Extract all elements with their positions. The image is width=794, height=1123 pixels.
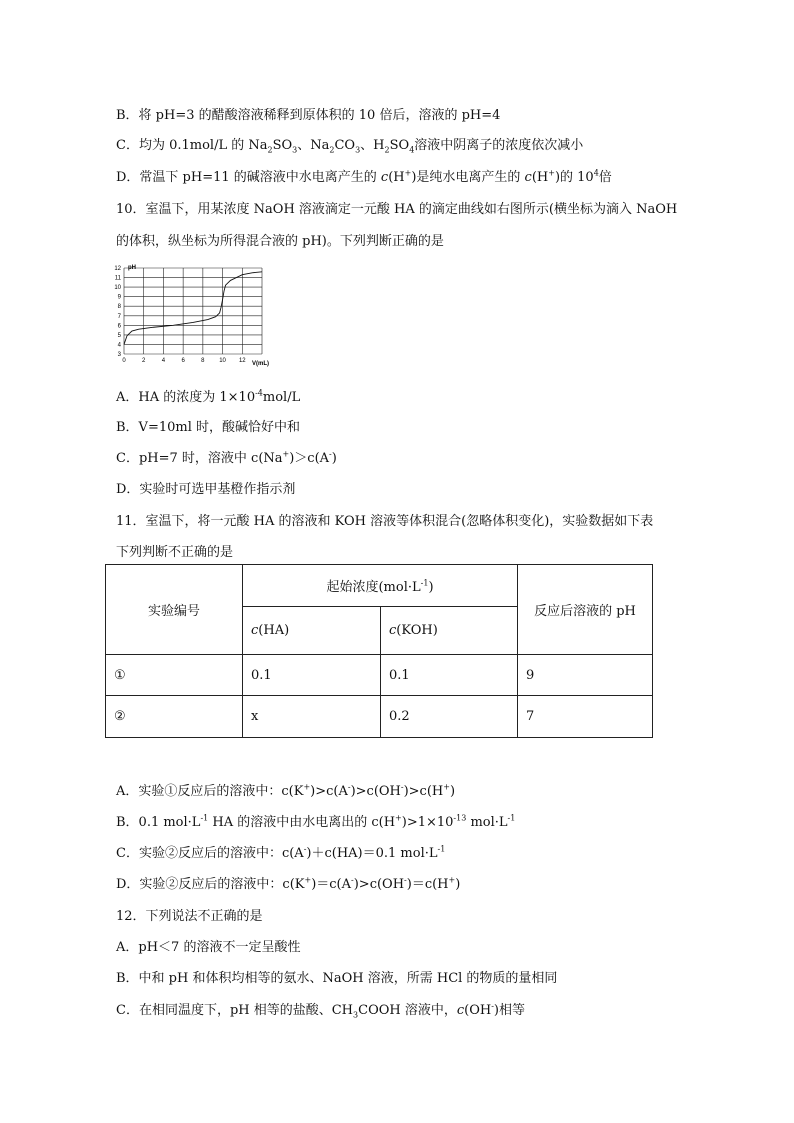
y-tick-label: 4 <box>117 342 121 349</box>
cell-ph: 9 <box>518 655 653 696</box>
titration-curve-chart <box>110 262 280 368</box>
header-reaction-ph: 反应后溶液的 pH <box>518 565 653 655</box>
x-tick-label: 8 <box>201 358 205 364</box>
cell-experiment-id: ② <box>106 696 243 738</box>
q9-option-c: C．均为 0.1mol/L 的 $Na_2SO_3$、$Na_2CO_3$、$H_2SO_4$溶液中阴离子的浓度依次减小 <box>116 138 584 155</box>
y-tick-label: 5 <box>117 332 121 339</box>
q10-stem-line-1: 10．室温下，用某浓度 NaOH 溶液滴定一元酸 HA 的滴定曲线如右图所示(横坐标为滴入 NaOH <box>116 202 678 217</box>
q11-stem-line-2: 下列判断不正确的是 <box>116 545 234 560</box>
q12-option-b: B．中和 pH 和体积均相等的氨水、NaOH 溶液，所需 HCl 的物质的量相同 <box>116 971 558 986</box>
q9-option-d: D．常温下 pH=11 的碱溶液中水电离产生的 c(H+)是纯水电离产生的 c(H+)的 $10^4$倍 <box>116 168 612 185</box>
q11-option-c: C．实验②反应后的溶液中：c(A-)＋c(HA)＝0.1 $mol\cdot L^{-1}$ <box>116 844 446 861</box>
x-tick-label: 4 <box>161 358 166 364</box>
header-initial-concentration: 起始浓度$(mol\cdot L^{-1})$ <box>243 565 518 607</box>
chart-grid <box>124 268 262 354</box>
q11-option-a: A．实验①反应后的溶液中：c(K+)>c(A-)>c(OH-)>c(H+) <box>116 782 456 799</box>
experiment-data-table <box>105 564 653 738</box>
chart-x-tick-labels <box>122 358 246 364</box>
q11-option-b: B．0.1 $mol\cdot L^{-1}$ HA 的溶液中由水电离出的 $c(H^+)>1\times 10^{-13}$ $mol\cdot L^{-1}$ <box>116 813 516 830</box>
y-tick-label: 3 <box>117 352 121 358</box>
x-tick-label: 2 <box>142 358 146 364</box>
chart-x-axis-label: V(mL) <box>252 361 269 367</box>
q10-stem-line-2: 的体积，纵坐标为所得混合液的 pH)。下列判断正确的是 <box>116 234 444 249</box>
q10-option-b: B．V=10ml 时，酸碱恰好中和 <box>116 420 300 435</box>
header-c-koh: c(KOH) <box>381 607 518 655</box>
cell-c-ha: 0.1 <box>243 655 381 696</box>
q11-stem-line-1: 11．室温下，将一元酸 HA 的溶液和 KOH 溶液等体积混合(忽略体积变化)，实验数据如下表 <box>116 514 654 529</box>
cell-c-koh: 0.1 <box>381 655 518 696</box>
y-tick-label: 10 <box>114 285 121 292</box>
x-tick-label: 0 <box>122 358 126 364</box>
cell-experiment-id: ① <box>106 655 243 696</box>
x-tick-label: 10 <box>219 358 226 364</box>
x-tick-label: 6 <box>181 358 185 364</box>
q10-option-c: C．pH=7 时，溶液中 c(Na+)＞c(A-) <box>116 449 337 466</box>
chart-series-line <box>124 272 262 345</box>
y-tick-label: 12 <box>114 266 121 272</box>
x-tick-label: 12 <box>238 358 246 364</box>
q12-stem: 12．下列说法不正确的是 <box>116 909 263 924</box>
q10-option-d: D．实验时可选甲基橙作指示剂 <box>116 482 296 497</box>
q11-option-d: D．实验②反应后的溶液中：c(K+)＝c(A-)>c(OH-)＝c(H+) <box>116 875 461 892</box>
chart-y-axis-label: pH <box>128 265 136 271</box>
q12-option-c: C．在相同温度下，pH 相等的盐酸、$CH_3COOH$ 溶液中，c(OH-)相等 <box>116 1001 525 1020</box>
chart-y-tick-labels <box>114 266 121 358</box>
table-row <box>106 696 653 738</box>
q9-option-b: B．将 pH=3 的醋酸溶液稀释到原体积的 10 倍后，溶液的 pH=4 <box>116 108 501 123</box>
cell-c-ha: x <box>243 696 381 738</box>
y-tick-label: 8 <box>117 304 121 311</box>
header-experiment-id: 实验编号 <box>106 565 243 655</box>
y-tick-label: 9 <box>117 294 121 301</box>
table-row <box>106 655 653 696</box>
q10-option-a: A．HA 的浓度为 $1\times 10^{-4}mol/L$ <box>116 388 301 405</box>
cell-c-koh: 0.2 <box>381 696 518 738</box>
y-tick-label: 7 <box>117 313 121 320</box>
cell-ph: 7 <box>518 696 653 738</box>
header-c-ha: c(HA) <box>243 607 381 655</box>
y-tick-label: 11 <box>114 275 121 282</box>
y-tick-label: 6 <box>117 323 121 330</box>
q12-option-a: A．pH＜7 的溶液不一定呈酸性 <box>116 940 301 955</box>
